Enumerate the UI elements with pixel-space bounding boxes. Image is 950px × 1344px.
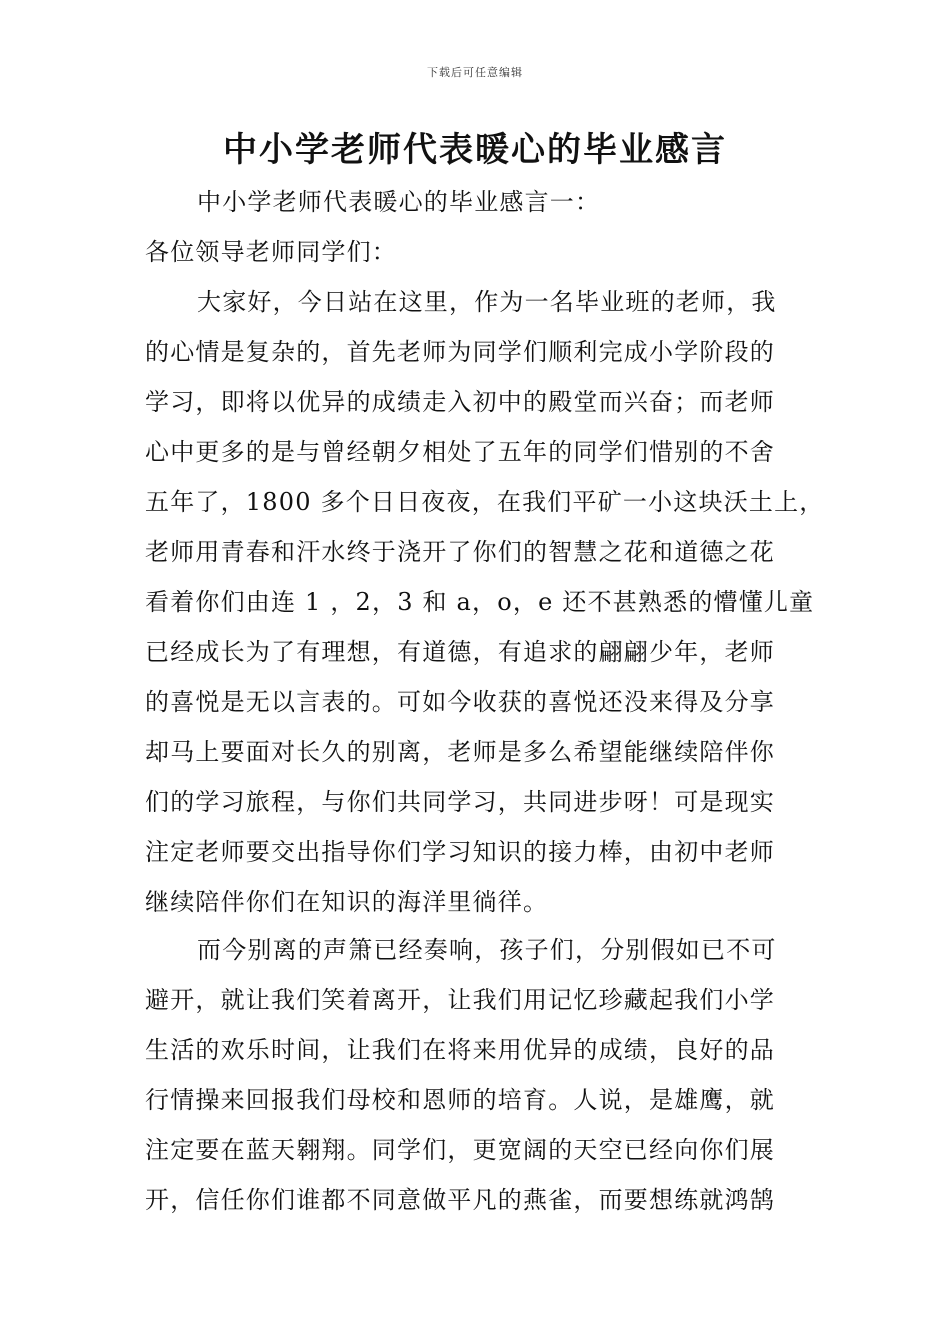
paragraph-line: 心中更多的是与曾经朝夕相处了五年的同学们惜别的不舍 [145, 438, 775, 466]
header-note: 下载后可任意编辑 [427, 66, 523, 79]
paragraph-line: 已经成长为了有理想，有道德，有追求的翩翩少年，老师 [145, 638, 775, 666]
paragraph-line: 行情操来回报我们母校和恩师的培育。人说，是雄鹰，就 [145, 1086, 775, 1114]
paragraph-line: 们的学习旅程，与你们共同学习，共同进步呀！可是现实 [145, 788, 775, 816]
paragraph-line: 老师用青春和汗水终于浇开了你们的智慧之花和道德之花 [145, 538, 775, 566]
paragraph-line: 大家好，今日站在这里，作为一名毕业班的老师，我 [197, 288, 777, 316]
paragraph-line: 的心情是复杂的，首先老师为同学们顺利完成小学阶段的 [145, 338, 775, 366]
section-subtitle: 中小学老师代表暖心的毕业感言一： [197, 188, 601, 216]
paragraph-line: 五年了，1800 多个日日夜夜，在我们平矿一小这块沃土上， [145, 488, 825, 516]
paragraph-line: 的喜悦是无以言表的。可如今收获的喜悦还没来得及分享 [145, 688, 775, 716]
paragraph-line: 学习，即将以优异的成绩走入初中的殿堂而兴奋；而老师 [145, 388, 775, 416]
paragraph-line: 看着你们由连 1 ，2，3 和 a，o，e 还不甚熟悉的懵懂儿童 [145, 588, 815, 616]
paragraph-line: 注定要在蓝天翱翔。同学们，更宽阔的天空已经向你们展 [145, 1136, 775, 1164]
paragraph-line: 注定老师要交出指导你们学习知识的接力棒，由初中老师 [145, 838, 775, 866]
paragraph-line: 避开，就让我们笑着离开，让我们用记忆珍藏起我们小学 [145, 986, 775, 1014]
paragraph-line: 而今别离的声箫已经奏响，孩子们，分别假如已不可 [197, 936, 777, 964]
paragraph-line: 生活的欢乐时间，让我们在将来用优异的成绩，良好的品 [145, 1036, 775, 1064]
salutation: 各位领导老师同学们： [145, 238, 397, 266]
paragraph-line: 开，信任你们谁都不同意做平凡的燕雀，而要想练就鸿鹄 [145, 1186, 775, 1214]
paragraph-line: 却马上要面对长久的别离，老师是多么希望能继续陪伴你 [145, 738, 775, 766]
document-title: 中小学老师代表暖心的毕业感言 [223, 130, 727, 170]
paragraph-line: 继续陪伴你们在知识的海洋里徜徉。 [145, 888, 549, 916]
